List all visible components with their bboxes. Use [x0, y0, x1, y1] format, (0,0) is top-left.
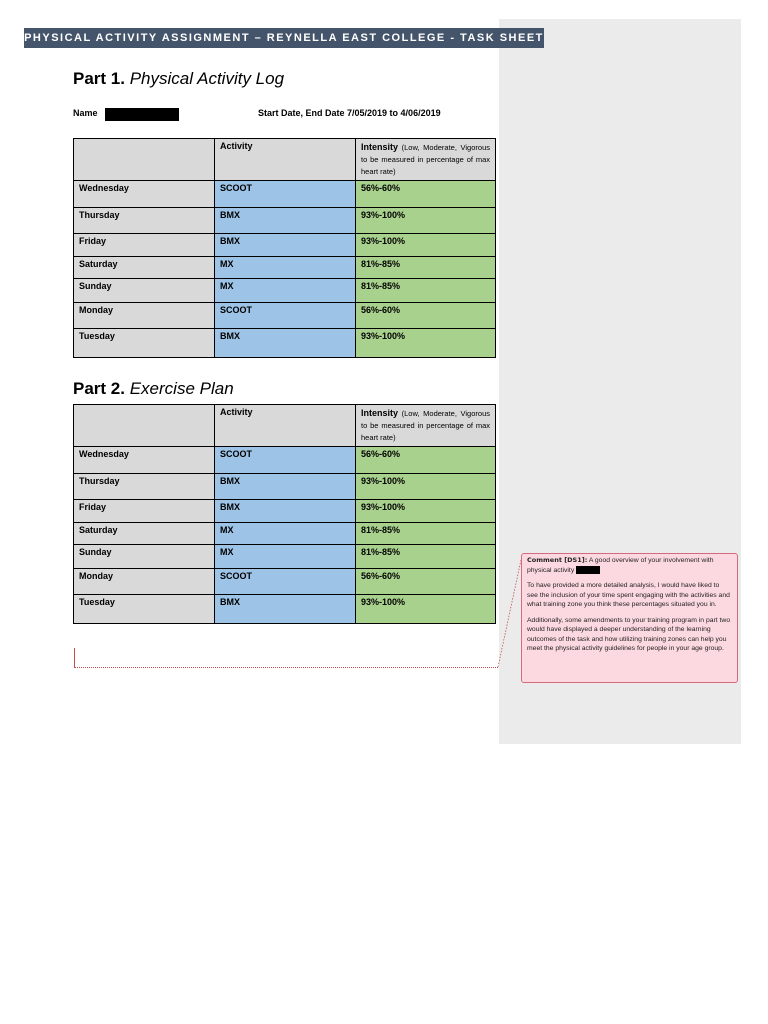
intensity-label: Intensity: [361, 142, 399, 152]
activity-cell: SCOOT: [215, 447, 356, 474]
comment-line1: A good overview of your involvement with physical activity: [527, 557, 714, 574]
activity-cell: BMX: [215, 234, 356, 257]
intensity-note: (Low, Moderate, Vigorous to be measured in percentage of max heart rate): [361, 143, 490, 176]
day-cell: Wednesday: [74, 181, 215, 208]
activity-cell: MX: [215, 257, 356, 279]
day-cell: Wednesday: [74, 447, 215, 474]
intensity-cell: 81%-85%: [356, 523, 496, 545]
intensity-cell: 93%-100%: [356, 474, 496, 500]
intensity-cell: 93%-100%: [356, 208, 496, 234]
redacted-student-name: [576, 566, 600, 574]
activity-cell: BMX: [215, 208, 356, 234]
activity-cell: MX: [215, 279, 356, 303]
comment-paragraph-3: Additionally, some amendments to your training program in part two would have displayed a deeper understanding of the learning outcomes of the task and how utilizing training zones can help you meet the physical activity guidelines for people in your age group.: [527, 616, 731, 652]
day-cell: Thursday: [74, 208, 215, 234]
name-label: Name: [73, 108, 98, 118]
intensity-cell: 56%-60%: [356, 447, 496, 474]
part2-title: Exercise Plan: [129, 379, 234, 398]
date-range: Start Date, End Date 7/05/2019 to 4/06/2019: [258, 108, 441, 118]
header-activity-cell: Activity: [215, 139, 356, 181]
day-cell: Sunday: [74, 545, 215, 569]
activity-cell: BMX: [215, 500, 356, 523]
intensity-cell: 93%-100%: [356, 329, 496, 358]
activity-cell: MX: [215, 523, 356, 545]
header-activity-cell: Activity: [215, 405, 356, 447]
activity-cell: BMX: [215, 474, 356, 500]
header-banner: PHYSICAL ACTIVITY ASSIGNMENT – REYNELLA EAST COLLEGE - TASK SHEET: [24, 28, 544, 48]
activity-cell: SCOOT: [215, 303, 356, 329]
day-cell: Tuesday: [74, 329, 215, 358]
comment-label: Comment [DS1]:: [527, 556, 588, 564]
intensity-cell: 81%-85%: [356, 257, 496, 279]
activity-cell: BMX: [215, 595, 356, 624]
activity-cell: BMX: [215, 329, 356, 358]
day-cell: Saturday: [74, 523, 215, 545]
review-comment-balloon[interactable]: [521, 553, 738, 683]
day-cell: Monday: [74, 303, 215, 329]
day-cell: Tuesday: [74, 595, 215, 624]
activity-cell: SCOOT: [215, 569, 356, 595]
intensity-cell: 56%-60%: [356, 569, 496, 595]
day-cell: Sunday: [74, 279, 215, 303]
intensity-cell: 93%-100%: [356, 595, 496, 624]
day-cell: Monday: [74, 569, 215, 595]
intensity-label: Intensity: [361, 408, 399, 418]
intensity-cell: 93%-100%: [356, 500, 496, 523]
intensity-cell: 81%-85%: [356, 279, 496, 303]
day-cell: Friday: [74, 234, 215, 257]
comment-paragraph-2: To have provided a more detailed analysis, I would have liked to see the inclusion of your time spent engaging with the activities and what training zone you think these percentages situated you in.: [527, 582, 730, 608]
part2-number: Part 2.: [73, 379, 125, 398]
part1-title: Physical Activity Log: [129, 69, 285, 88]
intensity-cell: 56%-60%: [356, 181, 496, 208]
activity-cell: MX: [215, 545, 356, 569]
day-cell: Thursday: [74, 474, 215, 500]
intensity-cell: 93%-100%: [356, 234, 496, 257]
day-cell: Friday: [74, 500, 215, 523]
intensity-note: (Low, Moderate, Vigorous to be measured in percentage of max heart rate): [361, 409, 490, 442]
part1-number: Part 1.: [73, 69, 125, 88]
activity-cell: SCOOT: [215, 181, 356, 208]
day-cell: Saturday: [74, 257, 215, 279]
intensity-cell: 81%-85%: [356, 545, 496, 569]
intensity-cell: 56%-60%: [356, 303, 496, 329]
